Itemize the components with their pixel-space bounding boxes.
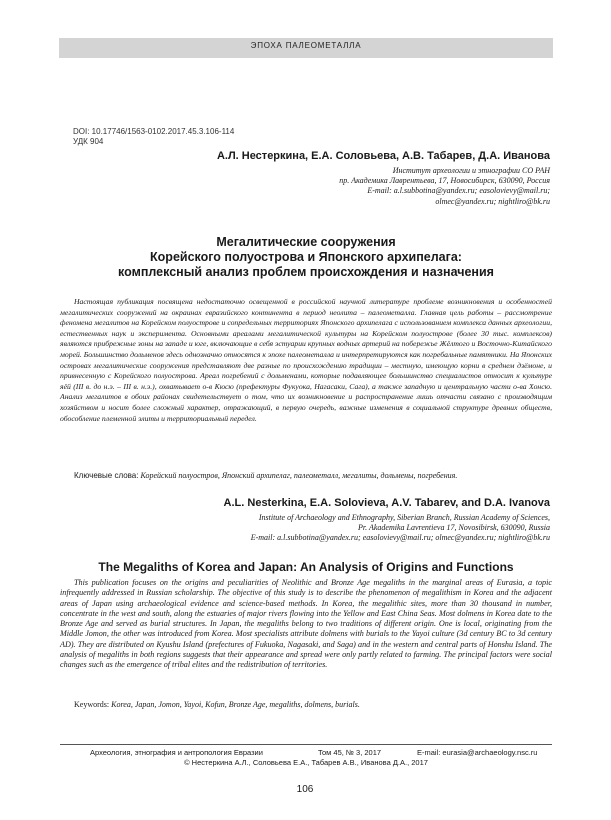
- en-title: The Megaliths of Korea and Japan: An Analysis of Origins and Functions: [98, 560, 514, 574]
- footer-volume: Том 45, № 3, 2017: [318, 748, 382, 757]
- footer-journal: Археология, этнография и антропология Евразии: [90, 748, 263, 757]
- en-keywords-label: Keywords:: [74, 700, 110, 709]
- section-header: ЭПОХА ПАЛЕОМЕТАЛЛА: [250, 41, 362, 50]
- ru-abstract: Настоящая публикация посвящена недостаточно освещенной в российской научной литературе проблеме возникновения и особенностей мегалитических сооружений на окраинах евразийского континента в период неолита – палеометалла. Главная цель работы – рассмотрение феномена мегалитов на Корейском полуострове и сопредельных территориях Японского архипелага с использованием комплекса данных археологии, естественных наук и эксперимента. Основными ареалами мегалитической культуры на Корейском полуострове (более 30 тыс. комплексов) являются прибрежные зоны на западе и юге, включающие в себя эстуарии крупных водных артерий на побережье Жёлтого и Восточно-Китайского морей. Большинство дольменов здесь однозначно относятся к эпохе палеометалла и интерпретируются как погребальные памятники. На Японских островах мегалитические сооружения представляют две разные по происхождению традиции – местную, имеющую корни в среднем дзёмоне, и привнесенную с Корейского полуострова. Ареал погребений с дольменами, которые подавляющее большинство специалистов относит к культуре яёй (III в. до н.э. – III в. н.э.), охватывает о-в Кюсю (префектуры Фукуока, Нагасаки, Сага), а также западную и центральную части о-ва Хонсю. Анализ мегалитов в обоих районах свидетельствует о том, что их возникновение и распространение лишь отчасти связано с производящим хозяйством и носит более сложный характер, отражающий, в первую очередь, важные изменения в социальной структуре древних обществ, обособление племенной элиты и территориальный передел.: [60, 297, 552, 423]
- ru-affiliation-4: olmec@yandex.ru; nightliro@bk.ru: [435, 197, 550, 206]
- ru-keywords-list: Корейский полуостров, Японский архипелаг, палеометалл, мегалиты, дольмены, погребения.: [140, 471, 458, 480]
- footer-email: E-mail: eurasia@archaeology.nsc.ru: [417, 748, 538, 757]
- en-affiliation-1: Institute of Archaeology and Ethnography, Siberian Branch, Russian Academy of Sciences,: [258, 513, 550, 522]
- en-authors: A.L. Nesterkina, E.A. Solovieva, A.V. Tabarev, and D.A. Ivanova: [223, 497, 550, 509]
- en-affiliation-3: E-mail: a.l.subbotina@yandex.ru; easolovievy@mail.ru; olmec@yandex.ru; nightliro@bk.ru: [250, 533, 550, 542]
- ru-authors: А.Л. Нестеркина, Е.А. Соловьева, А.В. Табарев, Д.А. Иванова: [216, 150, 550, 162]
- ru-title-line-1: Мегалитические сооружения: [216, 235, 396, 249]
- ru-affiliation-2: пр. Академика Лаврентьева, 17, Новосибирск, 630090, Россия: [339, 176, 550, 185]
- ru-affiliation-3: E-mail: a.l.subbotina@yandex.ru; easolovievy@mail.ru;: [367, 186, 550, 195]
- footer-divider: [60, 744, 552, 745]
- en-abstract: This publication focuses on the origins and peculiarities of Neolithic and Bronze Age megaliths in the marginal areas of Eurasia, a topic infrequently addressed in Russian scholarship. The objective of this study is to describe the phenomenon of megalithism in Korea and the adjacent areas of Japan using archaeological evidence and science-based methods. In Korea, the megalithic sites, more than 30 thousand in number, concentrate in the west and south, along the estuaries of major rivers flowing into the Yellow and East China Seas. Most dolmens in Korea date to the Bronze Age and served as burial structures. In Japan, the megaliths belong to two traditions of different origin. One is local, originating from the Middle Jomon, the other was introduced from Korea. Most specialists attribute dolmens with burials to the Yayoi culture (3d century BC to 3d century AD). They are distributed on Kyushu Island (prefectures of Fukuoka, Nagasaki, and Saga) and in the western and central parts of Honshu Island. The analysis of megaliths in both regions suggests that their appearance and spread were only partly related to farming. The principal factors were social changes such as the emergence of tribal elites and the redistribution of territories.: [60, 578, 552, 670]
- ru-keywords-label: Ключевые слова:: [74, 471, 139, 480]
- doi: DOI: 10.17746/1563-0102.2017.45.3.106-114: [73, 127, 235, 136]
- footer-copyright: © Нестеркина А.Л., Соловьева Е.А., Табарев А.В., Иванова Д.А., 2017: [184, 758, 428, 767]
- ru-title-line-3: комплексный анализ проблем происхождения и назначения: [118, 265, 494, 279]
- ru-title-line-2: Корейского полуострова и Японского архипелага:: [150, 250, 462, 264]
- ru-keywords: [74, 471, 552, 481]
- ru-affiliation-1: Институт археологии и этнографии СО РАН: [392, 166, 550, 175]
- en-keywords-list: Korea, Japan, Jomon, Yayoi, Kofun, Bronze Age, megaliths, dolmens, burials.: [111, 700, 360, 709]
- udc: УДК 904: [73, 137, 104, 146]
- en-affiliation-2: Pr. Akademika Lavrentieva 17, Novosibirsk, 630090, Russia: [358, 523, 550, 532]
- page-number: 106: [296, 784, 314, 795]
- en-keywords: [74, 700, 552, 710]
